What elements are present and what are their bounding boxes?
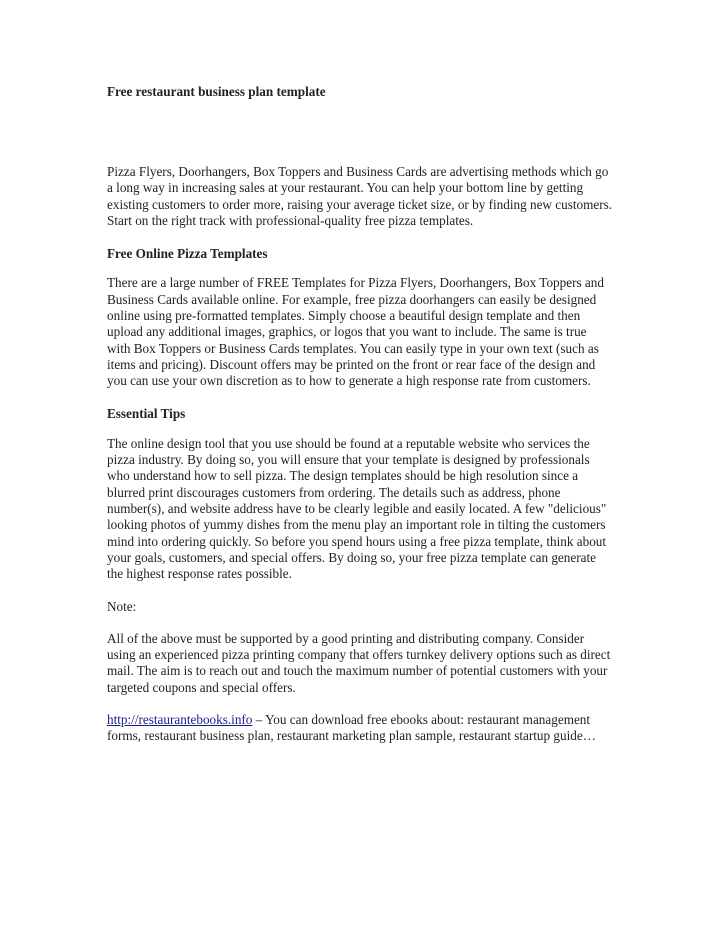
document-page	[107, 84, 612, 745]
footer-text: – You can download free ebooks about: restaurant management forms, restaurant business plan, restaurant marketing plan sample, restaurant startup guide…	[107, 712, 596, 744]
section-heading-online-templates: Free Online Pizza Templates	[107, 246, 268, 262]
intro-paragraph: Pizza Flyers, Doorhangers, Box Toppers and Business Cards are advertising methods which go a long way in increasing sales at your restaurant. You can help your bottom line by getting existing customers to order more, raising your average ticket size, or by finding new customers. Start on the right track with professional-quality free pizza templates.	[107, 164, 613, 228]
document-title: Free restaurant business plan template	[107, 84, 326, 99]
essential-tips-paragraph: The online design tool that you use should be found at a reputable website who services the pizza industry. By doing so, you will ensure that your template is designed by professionals who understand how to sell pizza. The design templates should be high resolution since a blurred print discourages customers from ordering. The details such as address, phone number(s), and website address have to be clearly legible and easily located. A few "delicious" looking photos of yummy dishes from the menu play an important role in tilting the customers mind into ordering quickly. So before you spend hours using a free pizza template, think about your goals, customers, and special offers. By doing so, your free pizza template can generate the highest response rates possible.	[107, 435, 607, 582]
note-label: Note:	[107, 598, 137, 614]
note-paragraph: All of the above must be supported by a good printing and distributing company. Consider using an experienced pizza printing company that offers turnkey delivery options such as direct mail. The aim is to reach out and touch the maximum number of potential customers with your targeted coupons and special offers.	[107, 630, 611, 695]
restaurantebooks-link[interactable]: http://restaurantebooks.info	[107, 712, 253, 728]
online-templates-paragraph: There are a large number of FREE Templates for Pizza Flyers, Doorhangers, Box Toppers and Business Cards available online. For example, free pizza doorhangers can easily be designed online using pre-formatted templates. Simply choose a beautiful design template and then upload any additional images, graphics, or logos that you want to include. The same is true with Box Toppers or Business Cards templates. You can easily type in your own text (such as items and pricing). Discount offers may be printed on the front or rear face of the design and you can use your own discretion as to how to generate a high response rate from customers.	[107, 275, 604, 389]
footer-paragraph	[107, 712, 612, 745]
section-heading-essential-tips: Essential Tips	[107, 405, 186, 421]
